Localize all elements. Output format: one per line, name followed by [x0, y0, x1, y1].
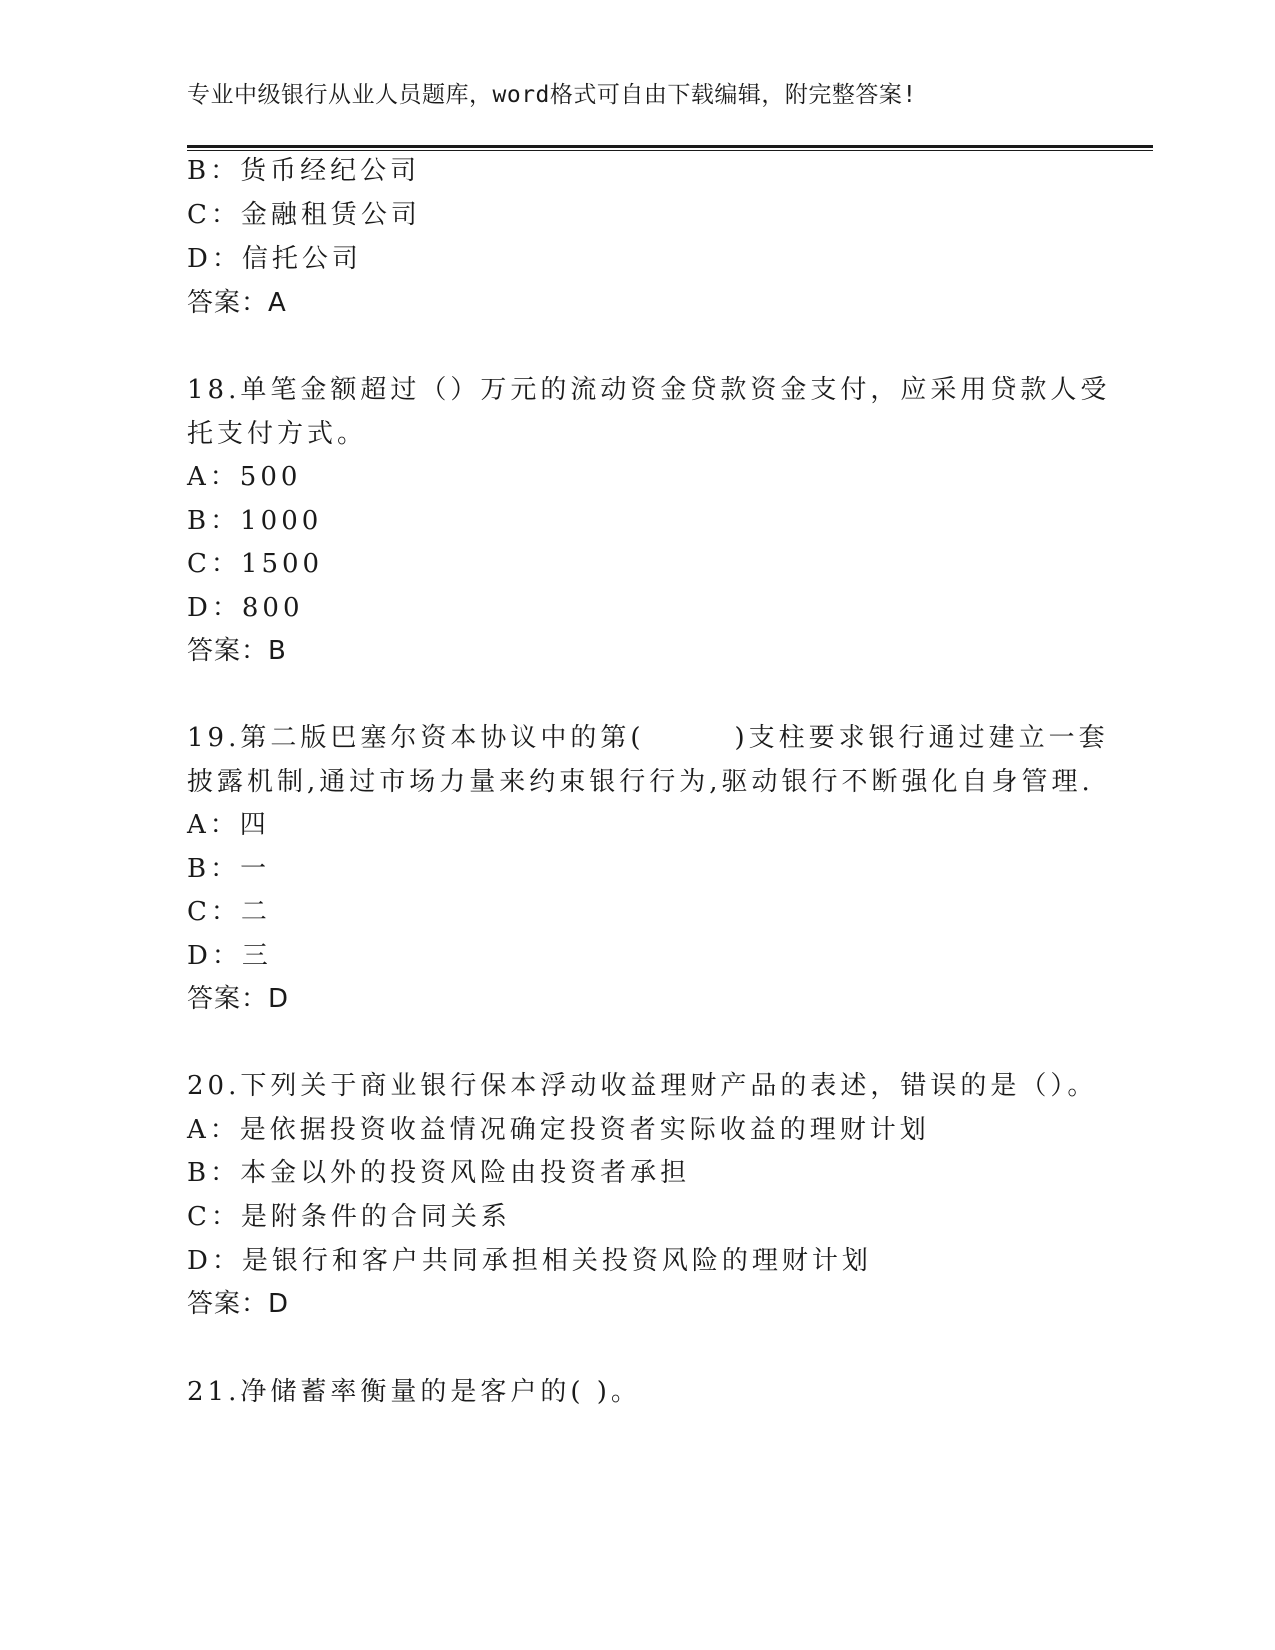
answer-value: B	[268, 636, 287, 666]
option-key: B：	[187, 506, 241, 536]
question-stem: 18.单笔金额超过（）万元的流动资金贷款资金支付，应采用贷款人受	[187, 375, 1111, 405]
option-line	[187, 1201, 511, 1233]
answer-value: A	[268, 288, 287, 318]
option-key: D：	[187, 593, 242, 623]
answer-value: D	[268, 1289, 290, 1319]
option-line	[187, 853, 270, 885]
option-key: B：	[187, 1158, 241, 1188]
question-stem: 19.第二版巴塞尔资本协议中的第( )支柱要求银行通过建立一套	[187, 723, 1109, 753]
option-key: B：	[187, 854, 241, 884]
header-rule-thin	[187, 150, 1153, 151]
option-line	[187, 592, 304, 624]
option-line	[187, 199, 421, 231]
option-text: 三	[241, 941, 272, 971]
option-key: A：	[187, 462, 240, 492]
answer-line	[187, 635, 287, 667]
option-line	[187, 896, 271, 928]
answer-value: D	[268, 984, 290, 1014]
page-header: 专业中级银行从业人员题库，word格式可自由下载编辑，附完整答案!	[187, 82, 917, 108]
option-text: 1500	[240, 549, 324, 579]
option-key: C：	[187, 897, 241, 927]
option-text: 500	[239, 462, 302, 492]
option-line	[187, 809, 270, 841]
option-text: 四	[239, 810, 270, 840]
option-text: 本金以外的投资风险由投资者承担	[240, 1158, 691, 1188]
option-key: B：	[187, 156, 241, 186]
option-line	[187, 1114, 930, 1146]
question-stem: 披露机制,通过市场力量来约束银行行为,驱动银行不断强化自身管理.	[187, 767, 1094, 797]
answer-line	[187, 983, 289, 1015]
option-line	[187, 548, 323, 580]
option-key: C：	[187, 1202, 241, 1232]
question-stem: 20.下列关于商业银行保本浮动收益理财产品的表述，错误的是（）。	[187, 1071, 1098, 1101]
answer-label: 答案：	[187, 984, 269, 1014]
option-text: 1000	[240, 506, 323, 536]
option-text: 是依据投资收益情况确定投资者实际收益的理财计划	[239, 1115, 930, 1145]
option-text: 是银行和客户共同承担相关投资风险的理财计划	[241, 1246, 872, 1276]
answer-label: 答案：	[187, 288, 269, 318]
option-key: D：	[187, 244, 242, 274]
option-text: 一	[240, 854, 271, 884]
option-text: 货币经纪公司	[240, 156, 421, 186]
answer-label: 答案：	[187, 636, 269, 666]
option-text: 800	[241, 593, 304, 623]
header-rule-thick	[187, 145, 1153, 148]
question-stem: 托支付方式。	[187, 419, 368, 449]
option-line	[187, 1157, 690, 1189]
option-line	[187, 940, 272, 972]
option-text: 金融租赁公司	[240, 200, 421, 230]
option-line	[187, 505, 322, 537]
option-text: 信托公司	[241, 244, 362, 274]
option-key: D：	[187, 1246, 242, 1276]
option-key: A：	[187, 1115, 240, 1145]
option-line	[187, 461, 301, 493]
option-key: D：	[187, 941, 242, 971]
option-key: C：	[187, 200, 241, 230]
option-line	[187, 1245, 872, 1277]
option-key: C：	[187, 549, 241, 579]
option-key: A：	[187, 810, 240, 840]
answer-line	[187, 1288, 289, 1320]
option-text: 二	[240, 897, 271, 927]
answer-label: 答案：	[187, 1289, 269, 1319]
answer-line	[187, 287, 287, 319]
option-line	[187, 243, 362, 275]
option-text: 是附条件的合同关系	[240, 1202, 511, 1232]
question-stem: 21.净储蓄率衡量的是客户的( )。	[187, 1377, 641, 1407]
option-line	[187, 155, 420, 187]
